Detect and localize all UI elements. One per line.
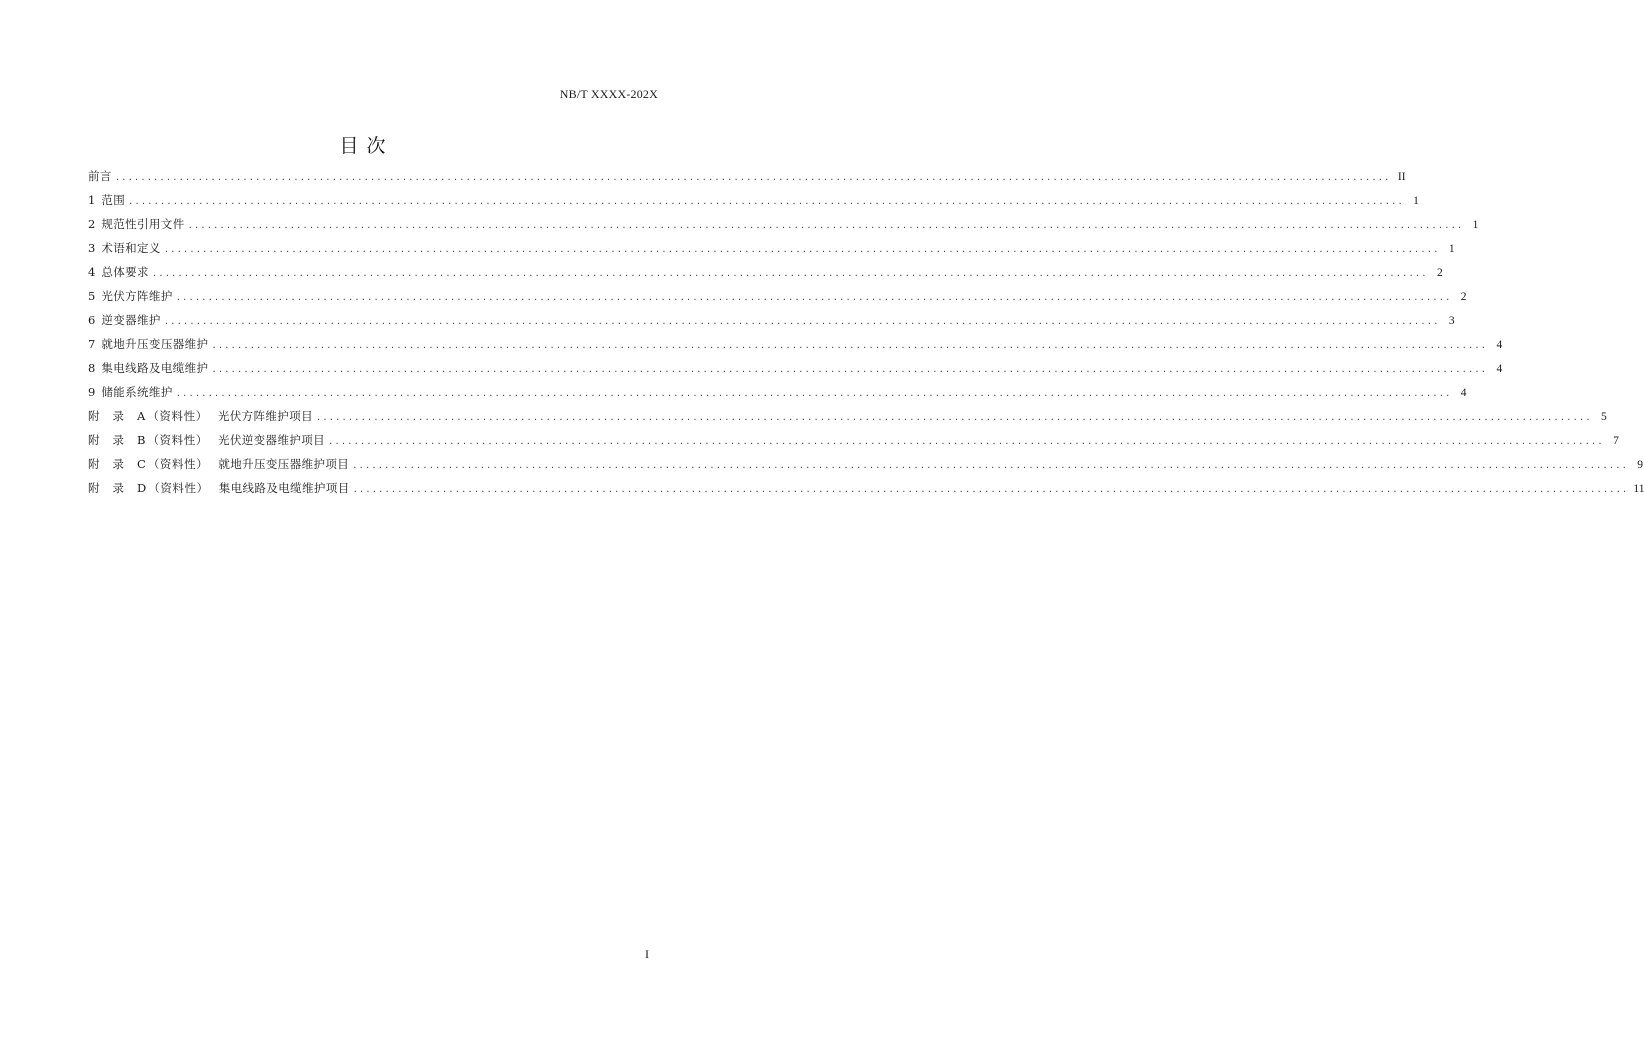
toc-appendix-type: （资料性） <box>147 457 209 471</box>
toc-entry-section-3[interactable] <box>88 240 1455 264</box>
toc-dot-leader: ........................................................................................................................................................................................................ <box>317 412 1593 423</box>
toc-entry-appendix-b[interactable] <box>88 432 1619 456</box>
toc-entry-text: 集电线路及电缆维护项目 <box>218 481 350 495</box>
toc-dot-leader: ........................................................................................................................................................................................................ <box>164 244 1441 255</box>
toc-section-number: 4 <box>88 265 96 279</box>
toc-appendix-type: （资料性） <box>147 409 208 423</box>
toc-entry-text: 就地升压变压器维护 <box>101 337 209 351</box>
toc-section-number: 3 <box>88 241 96 255</box>
toc-dot-leader: ........................................................................................................................................................................................................ <box>212 364 1489 375</box>
toc-page-number: 2 <box>1460 291 1467 303</box>
toc-page-number: 1 <box>1413 195 1419 207</box>
toc-section-number: 2 <box>88 217 96 231</box>
toc-page-number: 1 <box>1472 219 1479 231</box>
toc-entry-section-9[interactable] <box>88 384 1467 408</box>
toc-entry-text: 前言 <box>88 169 112 183</box>
document-code: NB/T XXXX-202X <box>559 87 658 101</box>
toc-entry-section-7[interactable] <box>88 336 1503 360</box>
toc-entry-text: 光伏方阵维护 <box>101 289 173 303</box>
toc-entry-section-4[interactable] <box>88 264 1443 288</box>
toc-page-number: 1 <box>1448 243 1455 255</box>
toc-section-number: 8 <box>88 361 96 375</box>
toc-section-number: 9 <box>88 385 96 399</box>
toc-appendix-prefix: 附录 <box>88 481 137 495</box>
toc-entry-text: 就地升压变压器维护项目 <box>218 457 350 471</box>
toc-page-number: 4 <box>1496 363 1503 375</box>
toc-entry-text: 术语和定义 <box>101 241 161 255</box>
toc-dot-leader: ........................................................................................................................................................................................................ <box>164 316 1441 327</box>
toc-page-number: 9 <box>1637 459 1643 471</box>
toc-entry-appendix-a[interactable] <box>88 408 1607 432</box>
toc-dot-leader: ........................................................................................................................................................................................................ <box>176 388 1453 399</box>
toc-appendix-prefix: 附录 <box>88 409 137 423</box>
toc-section-number: 1 <box>88 193 96 207</box>
toc-dot-leader: ........................................................................................................................................................................................................ <box>129 196 1405 207</box>
toc-page-number: 2 <box>1436 267 1443 279</box>
toc-appendix-type: （资料性） <box>147 433 208 447</box>
toc-entry-section-5[interactable] <box>88 288 1467 312</box>
toc-appendix-letter: A <box>137 409 146 423</box>
toc-page-number: 4 <box>1460 387 1467 399</box>
toc-dot-leader: ........................................................................................................................................................................................................ <box>353 484 1630 495</box>
toc-section-number: 7 <box>88 337 96 351</box>
toc-page-number: 5 <box>1601 411 1607 423</box>
table-of-contents <box>88 168 1644 504</box>
toc-appendix-letter: C <box>137 457 146 471</box>
toc-dot-leader: ........................................................................................................................................................................................................ <box>176 292 1453 303</box>
toc-appendix-prefix: 附录 <box>88 433 137 447</box>
toc-dot-leader: ........................................................................................................................................................................................................ <box>329 436 1605 447</box>
toc-appendix-letter: B <box>137 433 146 447</box>
toc-appendix-type: （资料性） <box>148 481 209 495</box>
toc-entry-appendix-c[interactable] <box>88 456 1643 480</box>
toc-entry-text: 集电线路及电缆维护 <box>101 361 209 375</box>
toc-title: 目次 <box>339 135 394 157</box>
toc-entry-foreword[interactable] <box>88 168 1406 192</box>
toc-entry-appendix-d[interactable] <box>88 480 1644 504</box>
toc-dot-leader: ........................................................................................................................................................................................................ <box>115 172 1392 183</box>
toc-appendix-prefix: 附录 <box>88 457 137 471</box>
toc-entry-section-6[interactable] <box>88 312 1455 336</box>
page-number: I <box>645 947 649 961</box>
toc-entry-section-2[interactable] <box>88 216 1479 240</box>
toc-dot-leader: ........................................................................................................................................................................................................ <box>212 340 1489 351</box>
toc-page-number: II <box>1397 171 1406 183</box>
toc-dot-leader: ........................................................................................................................................................................................................ <box>152 268 1429 279</box>
toc-page-number: 3 <box>1448 315 1455 327</box>
toc-section-number: 6 <box>88 313 96 327</box>
toc-dot-leader: ........................................................................................................................................................................................................ <box>188 220 1465 231</box>
toc-page-number: 11 <box>1633 483 1644 495</box>
toc-entry-text: 规范性引用文件 <box>101 217 185 231</box>
toc-entry-text: 逆变器维护 <box>101 313 161 327</box>
toc-entry-text: 总体要求 <box>101 265 149 279</box>
toc-page-number: 7 <box>1613 435 1619 447</box>
toc-section-number: 5 <box>88 289 96 303</box>
toc-appendix-letter: D <box>137 481 147 495</box>
toc-page-number: 4 <box>1496 339 1503 351</box>
toc-entry-text: 光伏逆变器维护项目 <box>217 433 326 447</box>
toc-entry-text: 光伏方阵维护项目 <box>217 409 314 423</box>
toc-entry-text: 范围 <box>101 193 126 207</box>
toc-entry-text: 储能系统维护 <box>101 385 173 399</box>
toc-entry-section-8[interactable] <box>88 360 1503 384</box>
toc-entry-section-1[interactable] <box>88 192 1419 216</box>
toc-dot-leader: ........................................................................................................................................................................................................ <box>353 460 1629 471</box>
